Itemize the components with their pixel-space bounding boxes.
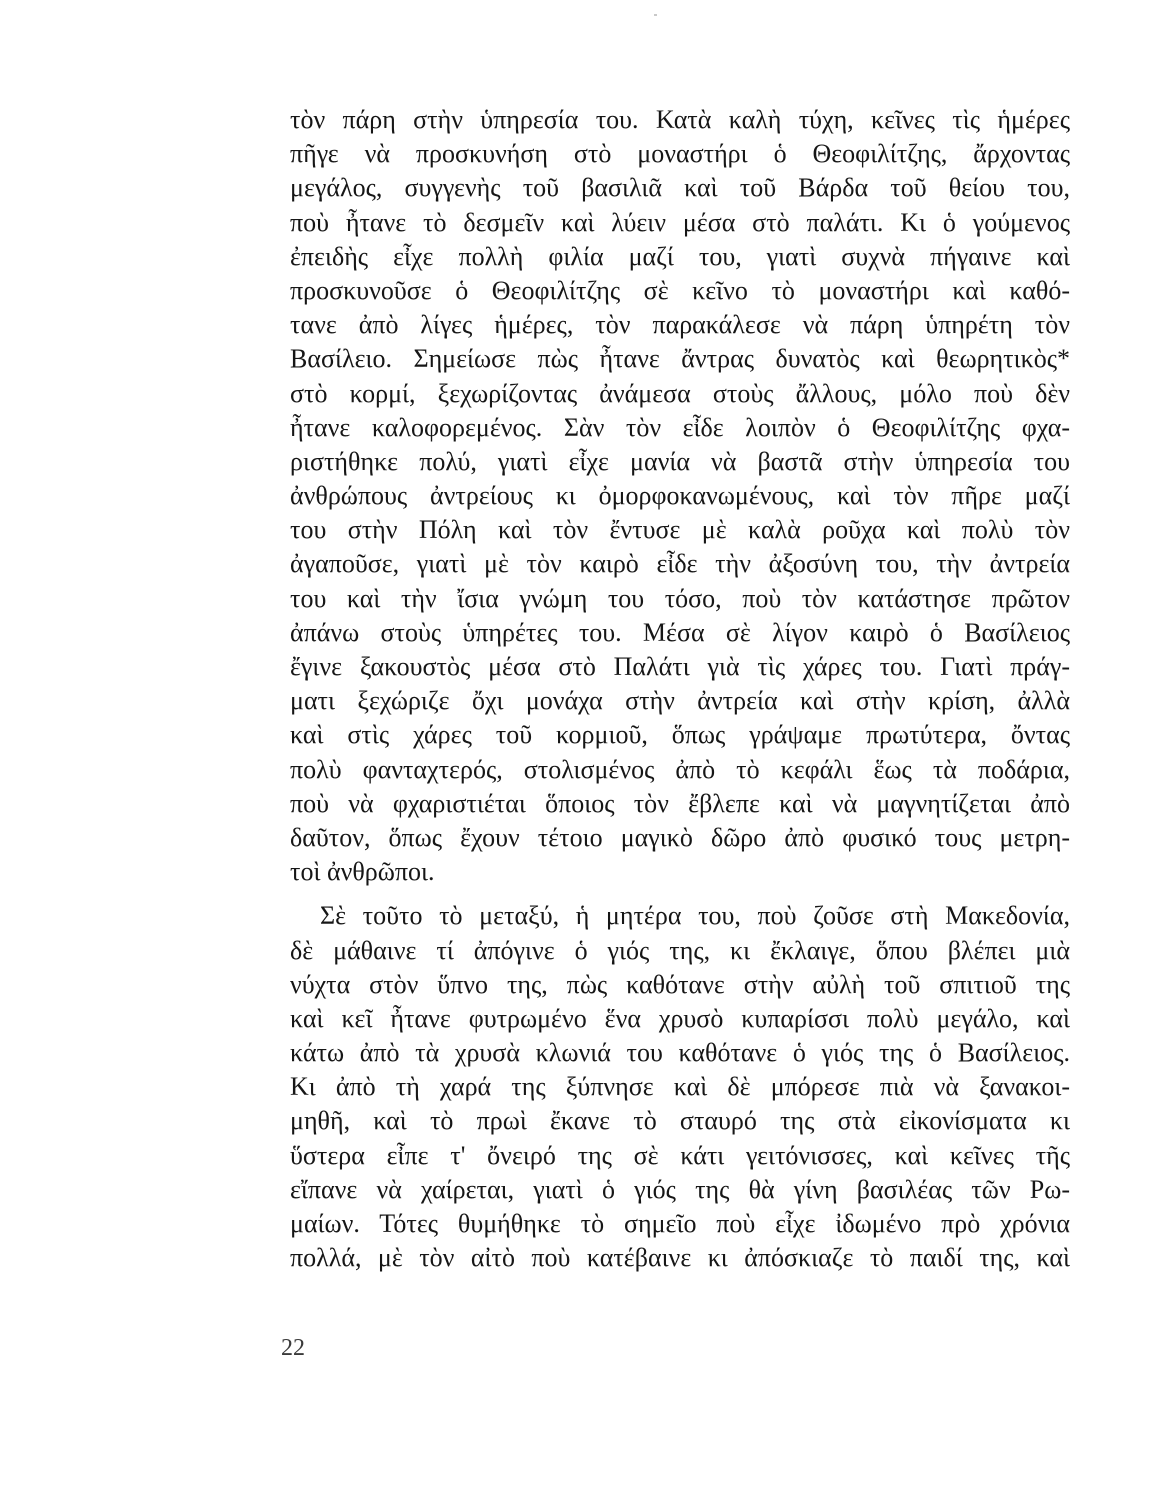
text-line: Βασίλειο. Σημείωσε πὼς ἦτανε ἄντρας δυνατὸς καὶ θεωρητικὸς* bbox=[290, 344, 1070, 374]
body-text bbox=[290, 103, 1070, 1275]
text-line: μεγάλος, συγγενὴς τοῦ βασιλιᾶ καὶ τοῦ Βάρδα τοῦ θείου του, bbox=[290, 173, 1070, 203]
paragraph-2 bbox=[290, 899, 1070, 1275]
text-line: μηθῆ, καὶ τὸ πρωὶ ἔκανε τὸ σταυρό της στὰ εἰκονίσματα κι bbox=[290, 1106, 1070, 1136]
paragraph-1 bbox=[290, 103, 1070, 889]
text-line: ἦτανε καλοφορεμένος. Σὰν τὸν εἶδε λοιπὸν ὁ Θεοφιλίτζης φχα- bbox=[290, 412, 1070, 442]
text-line: ἀπάνω στοὺς ὑπηρέτες του. Μέσα σὲ λίγον καιρὸ ὁ Βασίλειος bbox=[290, 617, 1070, 647]
text-line: τὸν πάρη στὴν ὑπηρεσία του. Κατὰ καλὴ τύχη, κεῖνες τὶς ἡμέρες bbox=[290, 105, 1070, 134]
text-line: πολλά, μὲ τὸν αἰτὸ ποὺ κατέβαινε κι ἀπόσκιαζε τὸ παιδί της, καὶ bbox=[290, 1243, 1070, 1273]
text-line: προσκυνοῦσε ὁ Θεοφιλίτζης σὲ κεῖνο τὸ μοναστήρι καὶ καθό- bbox=[290, 275, 1070, 305]
page-number: 22 bbox=[281, 1335, 305, 1361]
text-line: Σὲ τοῦτο τὸ μεταξύ, ἡ μητέρα του, ποὺ ζοῦσε στὴ Μακεδονία, bbox=[320, 901, 1070, 931]
text-line: καὶ κεῖ ἦτανε φυτρωμένο ἕνα χρυσὸ κυπαρίσσι πολὺ μεγάλο, καὶ bbox=[290, 1003, 1070, 1033]
print-speck bbox=[654, 14, 657, 16]
text-line: ἀνθρώπους ἀντρείους κι ὀμορφοκανωμένους, καὶ τὸν πῆρε μαζί bbox=[290, 481, 1070, 511]
text-line: νύχτα στὸν ὕπνο της, πὼς καθότανε στὴν αὐλὴ τοῦ σπιτιοῦ της bbox=[290, 969, 1070, 999]
text-line: πολὺ φανταχτερός, στολισμένος ἀπὸ τὸ κεφάλι ἕως τὰ ποδάρια, bbox=[290, 754, 1070, 784]
text-line: ποὺ ἦτανε τὸ δεσμεῖν καὶ λύειν μέσα στὸ παλάτι. Κι ὁ γούμενος bbox=[290, 207, 1070, 237]
text-line: ματι ξεχώριζε ὄχι μονάχα στὴν ἀντρεία καὶ στὴν κρίση, ἀλλὰ bbox=[290, 686, 1070, 716]
text-line: πῆγε νὰ προσκυνήση στὸ μοναστήρι ὁ Θεοφιλίτζης, ἄρχοντας bbox=[290, 139, 1070, 169]
text-line: δὲ μάθαινε τί ἀπόγινε ὁ γιός της, κι ἔκλαιγε, ὅπου βλέπει μιὰ bbox=[290, 935, 1070, 965]
text-line: τοὶ ἀνθρῶποι. bbox=[290, 857, 435, 887]
text-line: στὸ κορμί, ξεχωρίζοντας ἀνάμεσα στοὺς ἄλλους, μόλο ποὺ δὲν bbox=[290, 378, 1070, 408]
text-line: δαῦτον, ὅπως ἔχουν τέτοιο μαγικὸ δῶρο ἀπὸ φυσικό τους μετρη- bbox=[290, 822, 1070, 852]
text-line: ἀγαποῦσε, γιατὶ μὲ τὸν καιρὸ εἶδε τὴν ἀξοσύνη του, τὴν ἀντρεία bbox=[290, 549, 1070, 579]
text-line: εἴπανε νὰ χαίρεται, γιατὶ ὁ γιός της θὰ γίνη βασιλέας τῶν Ρω- bbox=[290, 1174, 1070, 1204]
paragraph-spacer bbox=[290, 889, 1070, 899]
text-line: Κι ἀπὸ τὴ χαρά της ξύπνησε καὶ δὲ μπόρεσε πιὰ νὰ ξανακοι- bbox=[290, 1072, 1070, 1102]
text-line: τανε ἀπὸ λίγες ἡμέρες, τὸν παρακάλεσε νὰ πάρη ὑπηρέτη τὸν bbox=[290, 310, 1070, 340]
text-line: ὕστερα εἶπε τ' ὄνειρό της σὲ κάτι γειτόνισσες, καὶ κεῖνες τῆς bbox=[290, 1140, 1070, 1170]
text-line: ἐπειδὴς εἶχε πολλὴ φιλία μαζί του, γιατὶ συχνὰ πήγαινε καὶ bbox=[290, 241, 1070, 271]
text-line: ριστήθηκε πολύ, γιατὶ εἶχε μανία νὰ βαστᾶ στὴν ὑπηρεσία του bbox=[290, 446, 1070, 476]
text-line: ποὺ νὰ φχαριστιέται ὅποιος τὸν ἔβλεπε καὶ νὰ μαγνητίζεται ἀπὸ bbox=[290, 788, 1070, 818]
text-line: του στὴν Πόλη καὶ τὸν ἔντυσε μὲ καλὰ ροῦχα καὶ πολὺ τὸν bbox=[290, 515, 1070, 545]
text-line: ἔγινε ξακουστὸς μέσα στὸ Παλάτι γιὰ τὶς χάρες του. Γιατὶ πράγ- bbox=[290, 652, 1070, 681]
text-line: του καὶ τὴν ἴσια γνώμη του τόσο, ποὺ τὸν κατάστησε πρῶτον bbox=[290, 583, 1070, 613]
text-line: καὶ στὶς χάρες τοῦ κορμιοῦ, ὅπως γράψαμε πρωτύτερα, ὄντας bbox=[290, 720, 1070, 750]
text-line: κάτω ἀπὸ τὰ χρυσὰ κλωνιά του καθότανε ὁ γιός της ὁ Βασίλειος. bbox=[290, 1038, 1070, 1068]
text-line: μαίων. Τότες θυμήθηκε τὸ σημεῖο ποὺ εἶχε ἰδωμένο πρὸ χρόνια bbox=[290, 1209, 1070, 1238]
